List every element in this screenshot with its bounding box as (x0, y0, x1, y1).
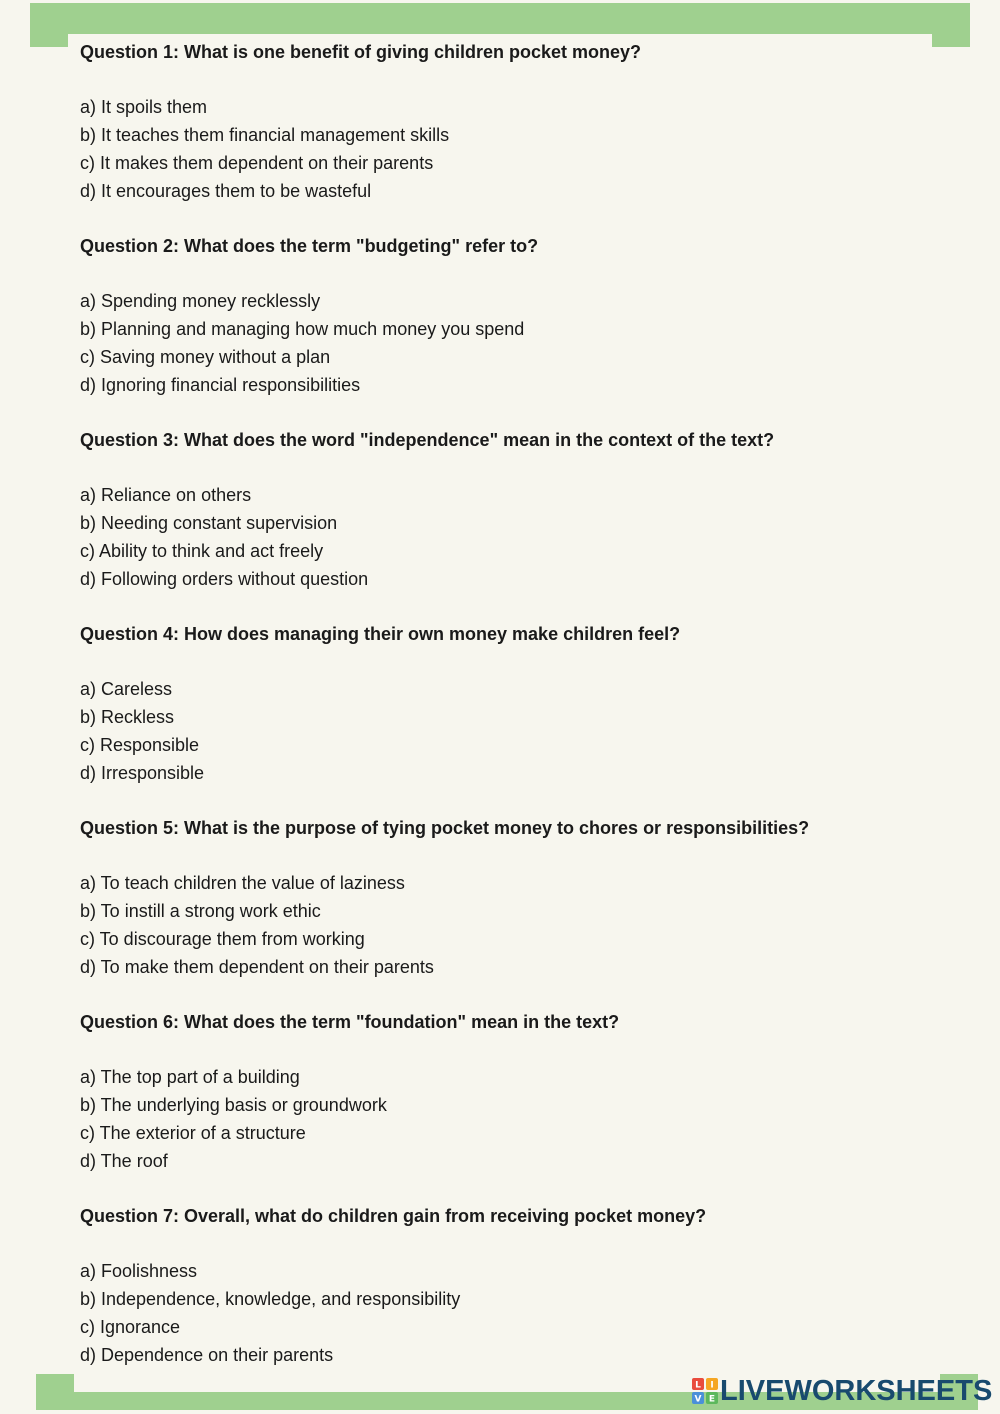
answer-option-d: d) The roof (80, 1151, 168, 1171)
liveworksheets-brand[interactable] (692, 1375, 992, 1407)
question-title: Question 3: What does the word "independence" mean in the context of the text? (80, 430, 775, 450)
answer-option-b: b) The underlying basis or groundwork (80, 1095, 387, 1115)
answer-option-a: a) Spending money recklessly (80, 291, 321, 311)
answer-option-c: c) Saving money without a plan (80, 347, 331, 367)
answer-option-c: c) Responsible (80, 735, 200, 755)
answer-option-a: a) Reliance on others (80, 485, 252, 505)
question-title: Question 5: What is the purpose of tying pocket money to chores or responsibilities? (80, 818, 810, 838)
answer-option-c: c) To discourage them from working (80, 929, 365, 949)
question-2 (80, 232, 960, 426)
question-5 (80, 814, 960, 1008)
answer-option-b: b) Reckless (80, 707, 175, 727)
question-title: Question 4: How does managing their own money make children feel? (80, 624, 681, 644)
worksheet-content (80, 38, 960, 1396)
answer-option-b: b) It teaches them financial management skills (80, 125, 450, 145)
question-title: Question 7: Overall, what do children gain from receiving pocket money? (80, 1206, 707, 1226)
svg-text:L: L (695, 1380, 701, 1391)
question-title: Question 6: What does the term "foundation" mean in the text? (80, 1012, 620, 1032)
answer-option-d: d) Ignoring financial responsibilities (80, 375, 361, 395)
liveworksheets-logo-icon (692, 1378, 718, 1404)
question-6 (80, 1008, 960, 1202)
answer-option-d: d) Following orders without question (80, 569, 369, 589)
answer-option-c: c) Ability to think and act freely (80, 541, 324, 561)
question-title: Question 1: What is one benefit of giving children pocket money? (80, 42, 642, 62)
question-7 (80, 1202, 960, 1396)
answer-option-a: a) To teach children the value of laziness (80, 873, 405, 893)
brand-name: LIVEWORKSHEETS (720, 1375, 993, 1407)
answer-option-a: a) Foolishness (80, 1261, 198, 1281)
answer-option-d: d) To make them dependent on their parents (80, 957, 434, 977)
question-title: Question 2: What does the term "budgeting" refer to? (80, 236, 539, 256)
answer-option-c: c) The exterior of a structure (80, 1123, 306, 1143)
answer-option-d: d) It encourages them to be wasteful (80, 181, 372, 201)
answer-option-c: c) It makes them dependent on their parents (80, 153, 434, 173)
answer-option-b: b) Planning and managing how much money you spend (80, 319, 525, 339)
answer-option-b: b) To instill a strong work ethic (80, 901, 321, 921)
answer-option-a: a) Careless (80, 679, 173, 699)
answer-option-d: d) Dependence on their parents (80, 1345, 334, 1365)
svg-text:I: I (710, 1380, 714, 1391)
answer-option-a: a) It spoils them (80, 97, 208, 117)
answer-option-c: c) Ignorance (80, 1317, 181, 1337)
answer-option-a: a) The top part of a building (80, 1067, 300, 1087)
question-1 (80, 38, 960, 232)
answer-option-b: b) Needing constant supervision (80, 513, 338, 533)
question-3 (80, 426, 960, 620)
answer-option-b: b) Independence, knowledge, and responsibility (80, 1289, 461, 1309)
question-4 (80, 620, 960, 814)
answer-option-d: d) Irresponsible (80, 763, 205, 783)
svg-text:V: V (694, 1394, 702, 1404)
svg-text:E: E (708, 1394, 716, 1404)
